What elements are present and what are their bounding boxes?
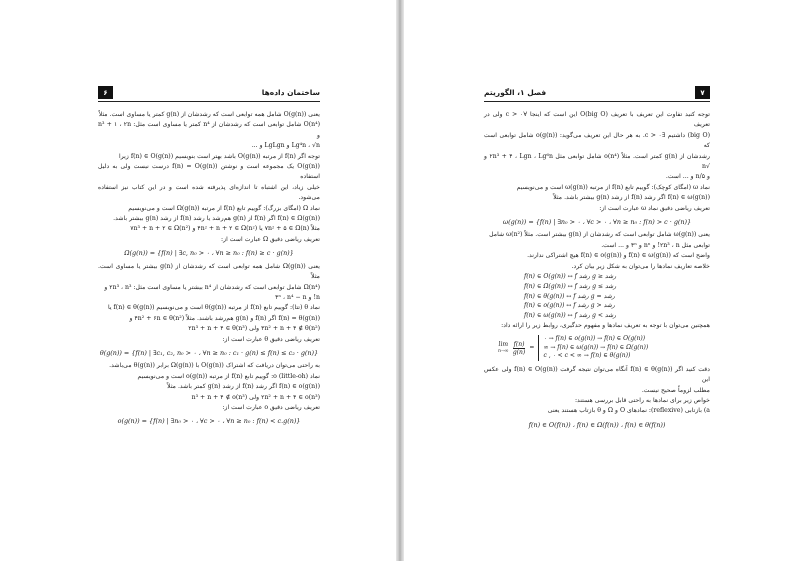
limit-operator [498, 341, 509, 355]
text-line: توابعی مثل ۲n³ ، n! و nⁿ و ۴ⁿ و ... است. [601, 241, 710, 249]
summary-item: f(n) ∈ o(g(n)) ↔ f رشد g > رشد [524, 302, 615, 310]
text-line: O(n⁴) شامل توابعی است که رشدشان از n⁴ کمتر یا مساوی است مثل: n³ + ۱ ، ۲n و [98, 121, 321, 139]
text-line: ۳n² + n + ۴ ∉ θ(n²) ولی ۲n³ + n + ۴ ∈ θ(n³) [188, 325, 320, 333]
summary-list [484, 272, 710, 321]
text-line: تعریف ریاضی دقیق θ عبارت است از: [222, 335, 320, 343]
text-line: تعریف ریاضی دقیق Ω عبارت است از: [221, 235, 320, 243]
text-line: توجه کنید تفاوت این تعریف با تعریف O(big O) این است که اینجا ∀c > ۰ ولی در تعریف [484, 111, 710, 129]
fraction-numerator: f(n) [513, 340, 525, 348]
text-line: توجه اگر f(n) از مرتبه O(g(n)) باشد بهتر است بنویسیم f(n) ∈ O(g(n)) زیرا [119, 152, 320, 160]
left-page-header [98, 84, 320, 102]
text-line: نماد Ω (امگای بزرگ): گوییم تابع f(n) از مرتبه Ω(g(n)) است و می‌نویسیم [128, 204, 320, 212]
text-line: یعنی Ω(g(n)) شامل همه توابعی است که رشدشان از g(n) بیشتر یا مساوی است. مثلاً [98, 262, 320, 281]
text-line: به راحتی می‌توان دریافت که اشتراک O(g(n)) با Ω(g(n)) برابر θ(g(n)) می‌باشد. [109, 362, 320, 370]
summary-item: f(n) ∈ θ(g(n)) ↔ f رشد g = رشد [524, 292, 615, 300]
text-line: تعریف ریاضی دقیق نماد ω عبارت است از: [599, 204, 710, 212]
text-line: دقت کنید اگر f(n) ∈ θ(g(n)) آنگاه می‌توان نتیجه گرفت f(n) ∈ O(g(n)) ولی عکس این [484, 365, 710, 384]
theta-definition-equation: θ(g(n)) = {f(n) | ∃c₁, c₂, n₀ > ۰ ، ∀n ≥ n₀ : c₁ · g(n) ≤ f(n) ≤ c₂ · g(n)} [99, 348, 319, 357]
text-line: مثلاً ۷n⁲ + ۵ ∈ Ω(n) یا ۴n⁲ + n + ۲ ∈ Ω(n⁲) و ۷n³ + n + ۲ ∈ Ω(n²) [130, 225, 320, 233]
text-line: f(n) = θ(g(n)) اگر f(n) و g(n) هم‌رشد باشند. مثلاً ۴n² + ۶n ∈ θ(n²) و [129, 314, 320, 322]
summary-item: f(n) ∈ Ω(g(n)) ↔ f رشد g ≤ رشد [524, 282, 617, 290]
text-line: واضح است که f(n) ∈ ω(g(n)) و f(n) ∈ o(g(n)) هیچ اشتراکی ندارند. [527, 252, 710, 260]
text-line: f(n) ∈ ω(g(n)) اگر رشد f(n) از رشد g(n) بیشتر باشد. مثلاً [553, 194, 710, 202]
equals-sign: = [529, 343, 535, 351]
text-line: Lg⁴n ، √n و LgLgn و ... [251, 142, 320, 150]
text-line: مطلب لزوماً صحیح نیست. [641, 386, 710, 394]
little-o-definition-equation: o(g(n)) = {f(n) | ∃n₀ > ۰ ، ∀c > ۰ ، ∀n ≥ n₀ : f(n) < c.g(n)} [117, 417, 301, 426]
book-gutter [396, 0, 404, 561]
limit-subscript: n→∞ [498, 349, 509, 355]
text-line: یعنی ω(g(n)) شامل توابعی است که رشدشان از g(n) بیشتر است. مثلاً ω(n²) شامل [489, 231, 710, 239]
limit-case: ۰ → f(n) ∈ o(g(n)) → f(n) ∈ O(g(n)) [543, 335, 646, 343]
text-line: n! و ۴ⁿ ، n⁴ − n [275, 293, 320, 301]
limit-case: c , ۰ < c < ∞ → f(n) ∈ θ(g(n)) [543, 352, 631, 360]
text-line: Ω(n⁴) شامل توابعی است که رشدشان از n⁴ بیشتر یا مساوی است مثل: ۲n³ ، n³ و [104, 283, 320, 291]
text-line: رشدشان از g(n) کمتر است. مثلاً o(n⁴) شامل توابعی مثل ۲n³ + ۴ ، Lgn ، Lg⁶n و √n [484, 152, 710, 171]
summary-item: f(n) ∈ O(g(n)) ↔ f رشد g ≥ رشد [524, 273, 617, 281]
left-page [0, 0, 396, 561]
left-page-body [98, 110, 320, 430]
text-line: همچنین می‌توان با توجه به تعریف نمادها و مفهوم حدگیری، روابط زیر را ارائه داد: [501, 322, 710, 330]
text-line: f(n) ∈ Ω(g(n)) اگر f(n) از g(n) هم‌رشد یا رشد f(n) از رشد g(n) بیشتر باشد. [113, 215, 320, 223]
text-line: خیلی زیاد، این اشتباه تا اندازه‌ای پذیرفته شده است و در این کتاب نیز استفاده می‌شود. [98, 183, 320, 202]
limit-cases [538, 335, 648, 360]
limit-relations [484, 335, 710, 360]
limit-case: ∞ → f(n) ∈ ω(g(n)) → f(n) ∈ Ω(g(n)) [543, 343, 649, 351]
summary-item: f(n) ∈ ω(g(n)) ↔ f رشد g < رشد [524, 312, 617, 320]
text-line: خلاصه تعاریف نمادها را می‌توان به شکل زیر بیان کرد. [571, 262, 710, 270]
right-page-body [484, 110, 710, 433]
text-line: تعریف ریاضی دقیق o عبارت است از: [222, 403, 320, 411]
left-page-number: ۶ [98, 86, 113, 99]
text-line: (big O) داشتیم ∃c > ۰. به هر حال این تعریف می‌گوید: o(g(n)) شامل توابعی است که [484, 131, 710, 150]
right-page-number: ۷ [695, 86, 710, 99]
right-chapter-title: فصل ۱، الگوریتم [484, 88, 547, 97]
right-page [404, 0, 800, 561]
fraction-denominator: g(n) [512, 348, 526, 356]
limit-lim: lim [498, 341, 509, 349]
text-line: یعنی O(g(n)) شامل همه توابعی است که رشدشان از g(n) کمتر یا مساوی است. مثلاً [98, 111, 320, 118]
text-line: O(g(n)) یک مجموعه است و نوشتن f(n) = O(g(n)) درست نیست ولی به دلیل استفاده [98, 163, 320, 181]
text-line: نماد o (little-oh): گوییم تابع f(n) از مرتبه o(g(n)) است و می‌نویسیم [137, 372, 320, 380]
limit-fraction [513, 341, 526, 356]
text-line: a) بازتابی (reflexive): نمادهای O و Ω و θ بازتاب هستند یعنی [547, 407, 710, 415]
text-line: و n/۵ و ... است. [665, 173, 710, 181]
text-line: ۲n² + n + ۴ ∈ o(n³) ولی n³ + n + ۴ ∉ o(n³) [191, 393, 320, 401]
left-chapter-title: ساختمان داده‌ها [261, 88, 320, 97]
text-line: نماد θ (تتا): گوییم تابع f(n) از مرتبه θ(g(n)) است و می‌نویسیم f(n) ∈ θ(g(n)) یا [107, 304, 320, 312]
omega-definition-equation: Ω(g(n)) = {f(n) | ∃c, n₀ > ۰ ، ∀n ≥ n₀ : f(n) ≥ c · g(n)} [124, 249, 294, 258]
text-line: نماد ω (امگای کوچک): گوییم تابع f(n) از مرتبه ω(g(n)) است و می‌نویسیم [516, 183, 710, 191]
reflexive-equation: f(n) ∈ O(f(n)) ، f(n) ∈ Ω(f(n)) ، f(n) ∈ θ(f(n)) [528, 420, 666, 429]
right-page-header [484, 84, 710, 102]
omega-small-definition-equation: ω(g(n)) = {f(n) | ∃n₀ > ۰ ، ∀c > ۰ ، ∀n ≥ n₀ : f(n) > c · g(n)} [502, 218, 692, 227]
text-line: خواص زیر برای نمادها به راحتی قابل بررسی هستند: [574, 396, 710, 404]
text-line: f(n) ∈ o(g(n)) اگر رشد f(n) از رشد g(n) کمتر باشد. مثلاً [167, 383, 320, 391]
